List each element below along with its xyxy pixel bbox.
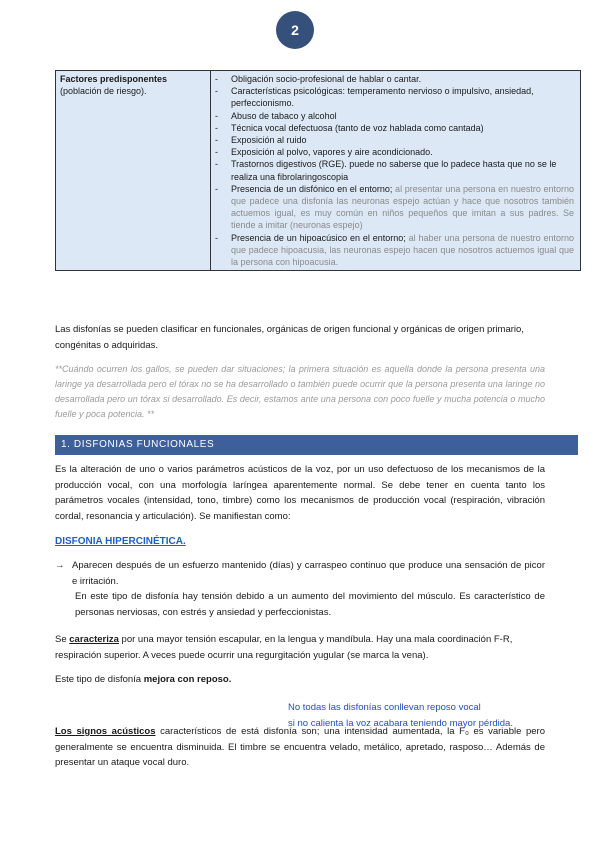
risk-factors-title: Factores predisponentes (60, 74, 168, 84)
hyperkinetic-subtitle: DISFONIA HIPERCINÉTICA. (55, 536, 186, 547)
characterization-keyword: caracteriza (69, 634, 119, 645)
rest-keyword: mejora con reposo. (143, 674, 232, 685)
arrow-right-icon: → (55, 560, 65, 571)
classification-paragraph: Las disfonías se pueden clasificar en funcionales, orgánicas de origen funcional y orgánicas de origen primario, congénitas o adquiridas. (55, 324, 524, 351)
description-line-1: Aparecen después de un esfuerzo mantenido (días) y carraspeo continuo que produce una sensación de picor e irritación. (72, 560, 545, 587)
list-item: - Obligación socio-profesional de hablar o cantar. (215, 73, 574, 85)
list-item: - Técnica vocal defectuosa (tanto de voz hablada como cantada) (215, 122, 574, 134)
risk-factors-list-cell (211, 71, 581, 271)
annotation-line-1: No todas las disfonías conllevan reposo vocal (288, 702, 481, 713)
section-header: 1. DISFONIAS FUNCIONALES (55, 435, 578, 455)
characterization-paragraph: Se caracteriza por una mayor tensión escapular, en la lengua y mandíbula. Hay una mala coordinación F-R, respiración superior. A veces puede ocurrir una regurgitación yugular (se marca la vena). (55, 634, 513, 661)
list-item: - Exposición al polvo, vapores y aire acondicionado. (215, 146, 574, 158)
list-item: - Presencia de un disfónico en el entorno; al presentar una persona en nuestro entorno que padece una disfonía las neuronas espejo actúan y hace que nosotros también actuemos igual, es muy común en niños pequeños que imitan a sus padres. Se tiende a imitar (neuronas espejo) (215, 183, 574, 232)
rest-paragraph: Este tipo de disfonía mejora con reposo. (55, 674, 232, 685)
annotation-line-2: si no calienta la voz acabara teniendo mayor pérdida. (288, 718, 513, 729)
gallos-note: **Cuándo ocurren los gallos, se pueden dar situaciones; la primera situación es aquella donde la persona presenta una laringe ya desarrollada pero el tórax no se ha desarrollado o también puede ocurrir que la persona presenta una laringe no desarrollada pero un tórax si desarrollado. Es decir, estamos ante una persona con poco fuelle y mucha potencia o mucho fuelle y poca potencia. ** (55, 364, 545, 419)
acoustic-signs-paragraph: Los signos acústicos característicos de está disfonía son; una intensidad aumentada, la F₀ es variable pero generalmente se encuentra disminuida. El timbre se encuentra velado, metálico, apretado, rasposo… Además de presentar un ataque vocal duro. (55, 726, 545, 768)
risk-factors-table (55, 70, 581, 271)
description-line-2: En este tipo de disfonía hay tensión debido a un aumento del movimiento del músculo. Es característico de personas nerviosas, con estrés y ansiedad y perfeccionistas. (75, 591, 545, 618)
hyperkinetic-description (55, 558, 545, 620)
acoustic-signs-keyword: Los signos acústicos (55, 726, 156, 737)
page-number-badge: 2 (276, 11, 314, 49)
risk-factors-list (215, 73, 574, 268)
list-item: - Presencia de un hipoacúsico en el entorno; al haber una persona de nuestro entorno que padece hipoacusia, las neuronas espejo hacen que nosotros actuemos igual que la persona con hipoacusia. (215, 232, 574, 269)
section-intro: Es la alteración de uno o varios parámetros acústicos de la voz, por un uso defectuoso de los mecanismos de la producción vocal, con una morfología laríngea aparentemente normal. Se debe tener en cuenta tanto los parámetros vocales (intensidad, tono, timbre) como los mecanismos de producción vocal (respiración, vibración cordal, resonancia y articulación). Se manifiestan como: (55, 464, 545, 522)
risk-factors-subtitle: (población de riesgo). (60, 86, 147, 96)
risk-factors-label-cell (56, 71, 211, 271)
list-item: - Trastornos digestivos (RGE). puede no saberse que lo padece hasta que no se le realiza una fibrolaringoscopia (215, 158, 574, 182)
list-item: - Abuso de tabaco y alcohol (215, 110, 574, 122)
list-item: - Características psicológicas: temperamento nervioso o impulsivo, ansiedad, perfeccionismo. (215, 85, 574, 109)
list-item: - Exposición al ruido (215, 134, 574, 146)
